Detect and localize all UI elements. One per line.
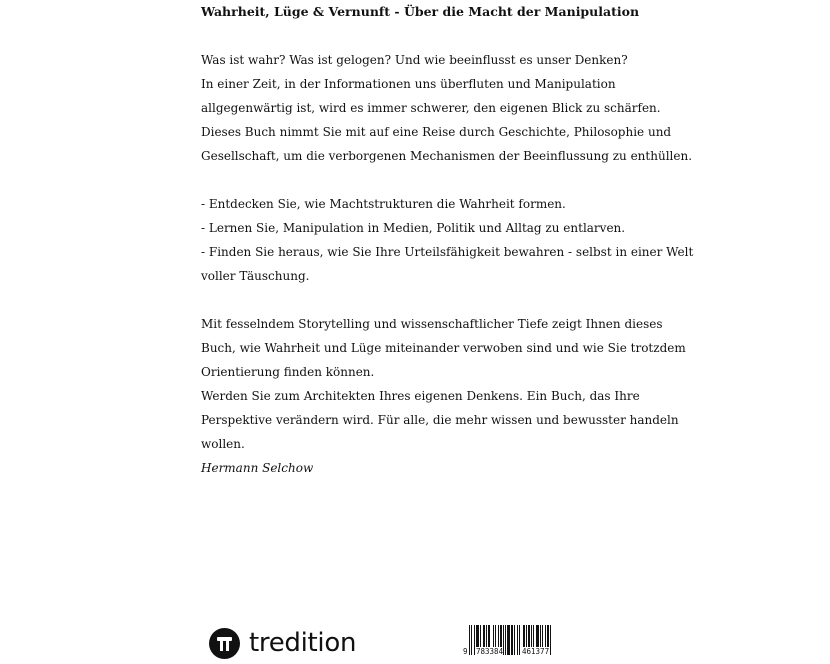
- barcode-digits-left: 783384: [476, 647, 504, 656]
- barcode-lead-digit: 9: [463, 647, 468, 656]
- paragraph-1-line: Gesellschaft, um die verborgenen Mechanismen der Beeinflussung zu enthüllen.: [201, 149, 693, 163]
- bullet-line: - Lernen Sie, Manipulation in Medien, Politik und Alltag zu entlarven.: [201, 221, 626, 235]
- author-name: Hermann Selchow: [201, 461, 314, 475]
- paragraph-2-line: Orientierung finden können.: [201, 365, 375, 379]
- paragraph-1-line: Was ist wahr? Was ist gelogen? Und wie beeinflusst es unser Denken?: [201, 53, 628, 67]
- book-title: Wahrheit, Lüge & Vernunft - Über die Macht der Manipulation: [201, 4, 640, 19]
- paragraph-1-line: In einer Zeit, in der Informationen uns überfluten und Manipulation: [201, 77, 616, 91]
- tredition-logo-icon: [209, 628, 240, 659]
- isbn-barcode: [463, 625, 569, 657]
- bullet-line: voller Täuschung.: [201, 269, 310, 283]
- publisher-name: tredition: [249, 628, 357, 658]
- bullet-line: - Finden Sie heraus, wie Sie Ihre Urteilsfähigkeit bewahren - selbst in einer Welt: [201, 245, 694, 259]
- publisher-logo: [209, 627, 356, 659]
- paragraph-2-line: Werden Sie zum Architekten Ihres eigenen Denkens. Ein Buch, das Ihre: [201, 389, 640, 403]
- paragraph-2-line: wollen.: [201, 437, 245, 451]
- paragraph-1-line: Dieses Buch nimmt Sie mit auf eine Reise durch Geschichte, Philosophie und: [201, 125, 672, 139]
- paragraph-1-line: allgegenwärtig ist, wird es immer schwerer, den eigenen Blick zu schärfen.: [201, 101, 661, 115]
- paragraph-2-line: Buch, wie Wahrheit und Lüge miteinander verwoben sind und wie Sie trotzdem: [201, 341, 686, 355]
- barcode-digits-right: 461377: [522, 647, 550, 656]
- paragraph-2-line: Perspektive verändern wird. Für alle, die mehr wissen und bewusster handeln: [201, 413, 679, 427]
- paragraph-2-line: Mit fesselndem Storytelling und wissenschaftlicher Tiefe zeigt Ihnen dieses: [201, 317, 663, 331]
- bullet-line: - Entdecken Sie, wie Machtstrukturen die Wahrheit formen.: [201, 197, 566, 211]
